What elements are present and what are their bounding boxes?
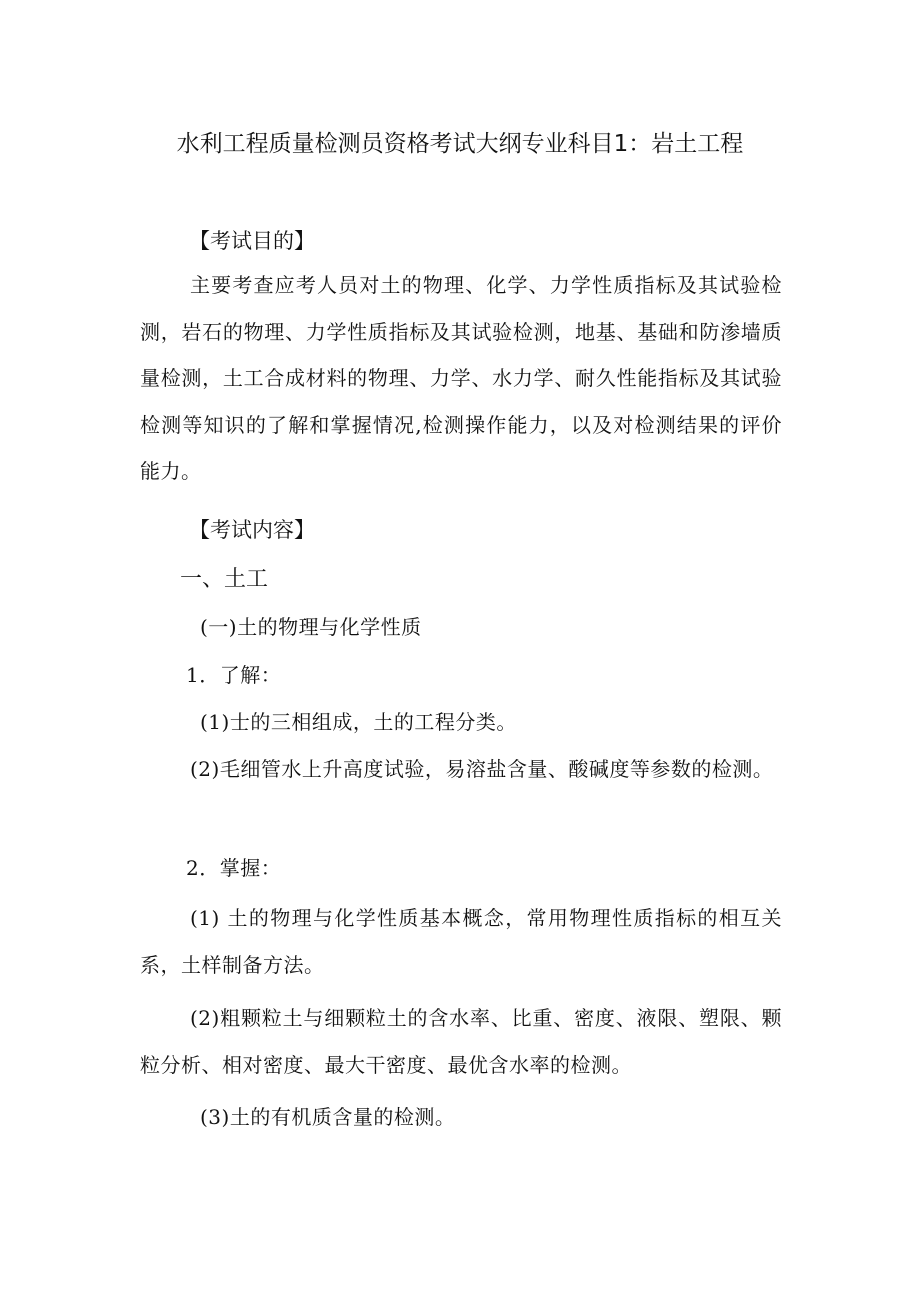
purpose-paragraph: 主要考查应考人员对土的物理、化学、力学性质指标及其试验检测，岩石的物理、力学性质指标及其试验检测，地基、基础和防渗墙质量检测，土工合成材料的物理、力学、水力学、耐久性能指标及其试验检测等知识的了解和掌握情况,检测操作能力，以及对检测结果的评价能力。 [140,273,782,483]
document-title: 水利工程质量检测员资格考试大纲专业科目1：岩土工程 [176,131,744,157]
master-item: (2)粗颗粒土与细颗粒土的含水率、比重、密度、液限、塑限、颗粒分析、相对密度、最大干密度、最优含水率的检测。 [140,1006,782,1077]
content-heading: 【考试内容】 [189,518,315,542]
understand-item: (1)士的三相组成，土的工程分类。 [200,710,517,734]
purpose-heading: 【考试目的】 [189,229,315,253]
master-item: (3)土的有机质含量的检测。 [200,1105,456,1129]
subsection-heading: (一)土的物理与化学性质 [200,615,422,639]
understand-label: 1．了解： [186,663,282,687]
understand-item: (2)毛细管水上升高度试验，易溶盐含量、酸碱度等参数的检测。 [190,757,774,781]
section-heading-geotechnical: 一、土工 [180,567,269,592]
master-label: 2．掌握： [186,856,282,880]
master-item: (1) 土的物理与化学性质基本概念，常用物理性质指标的相互关系，土样制备方法。 [140,906,782,977]
